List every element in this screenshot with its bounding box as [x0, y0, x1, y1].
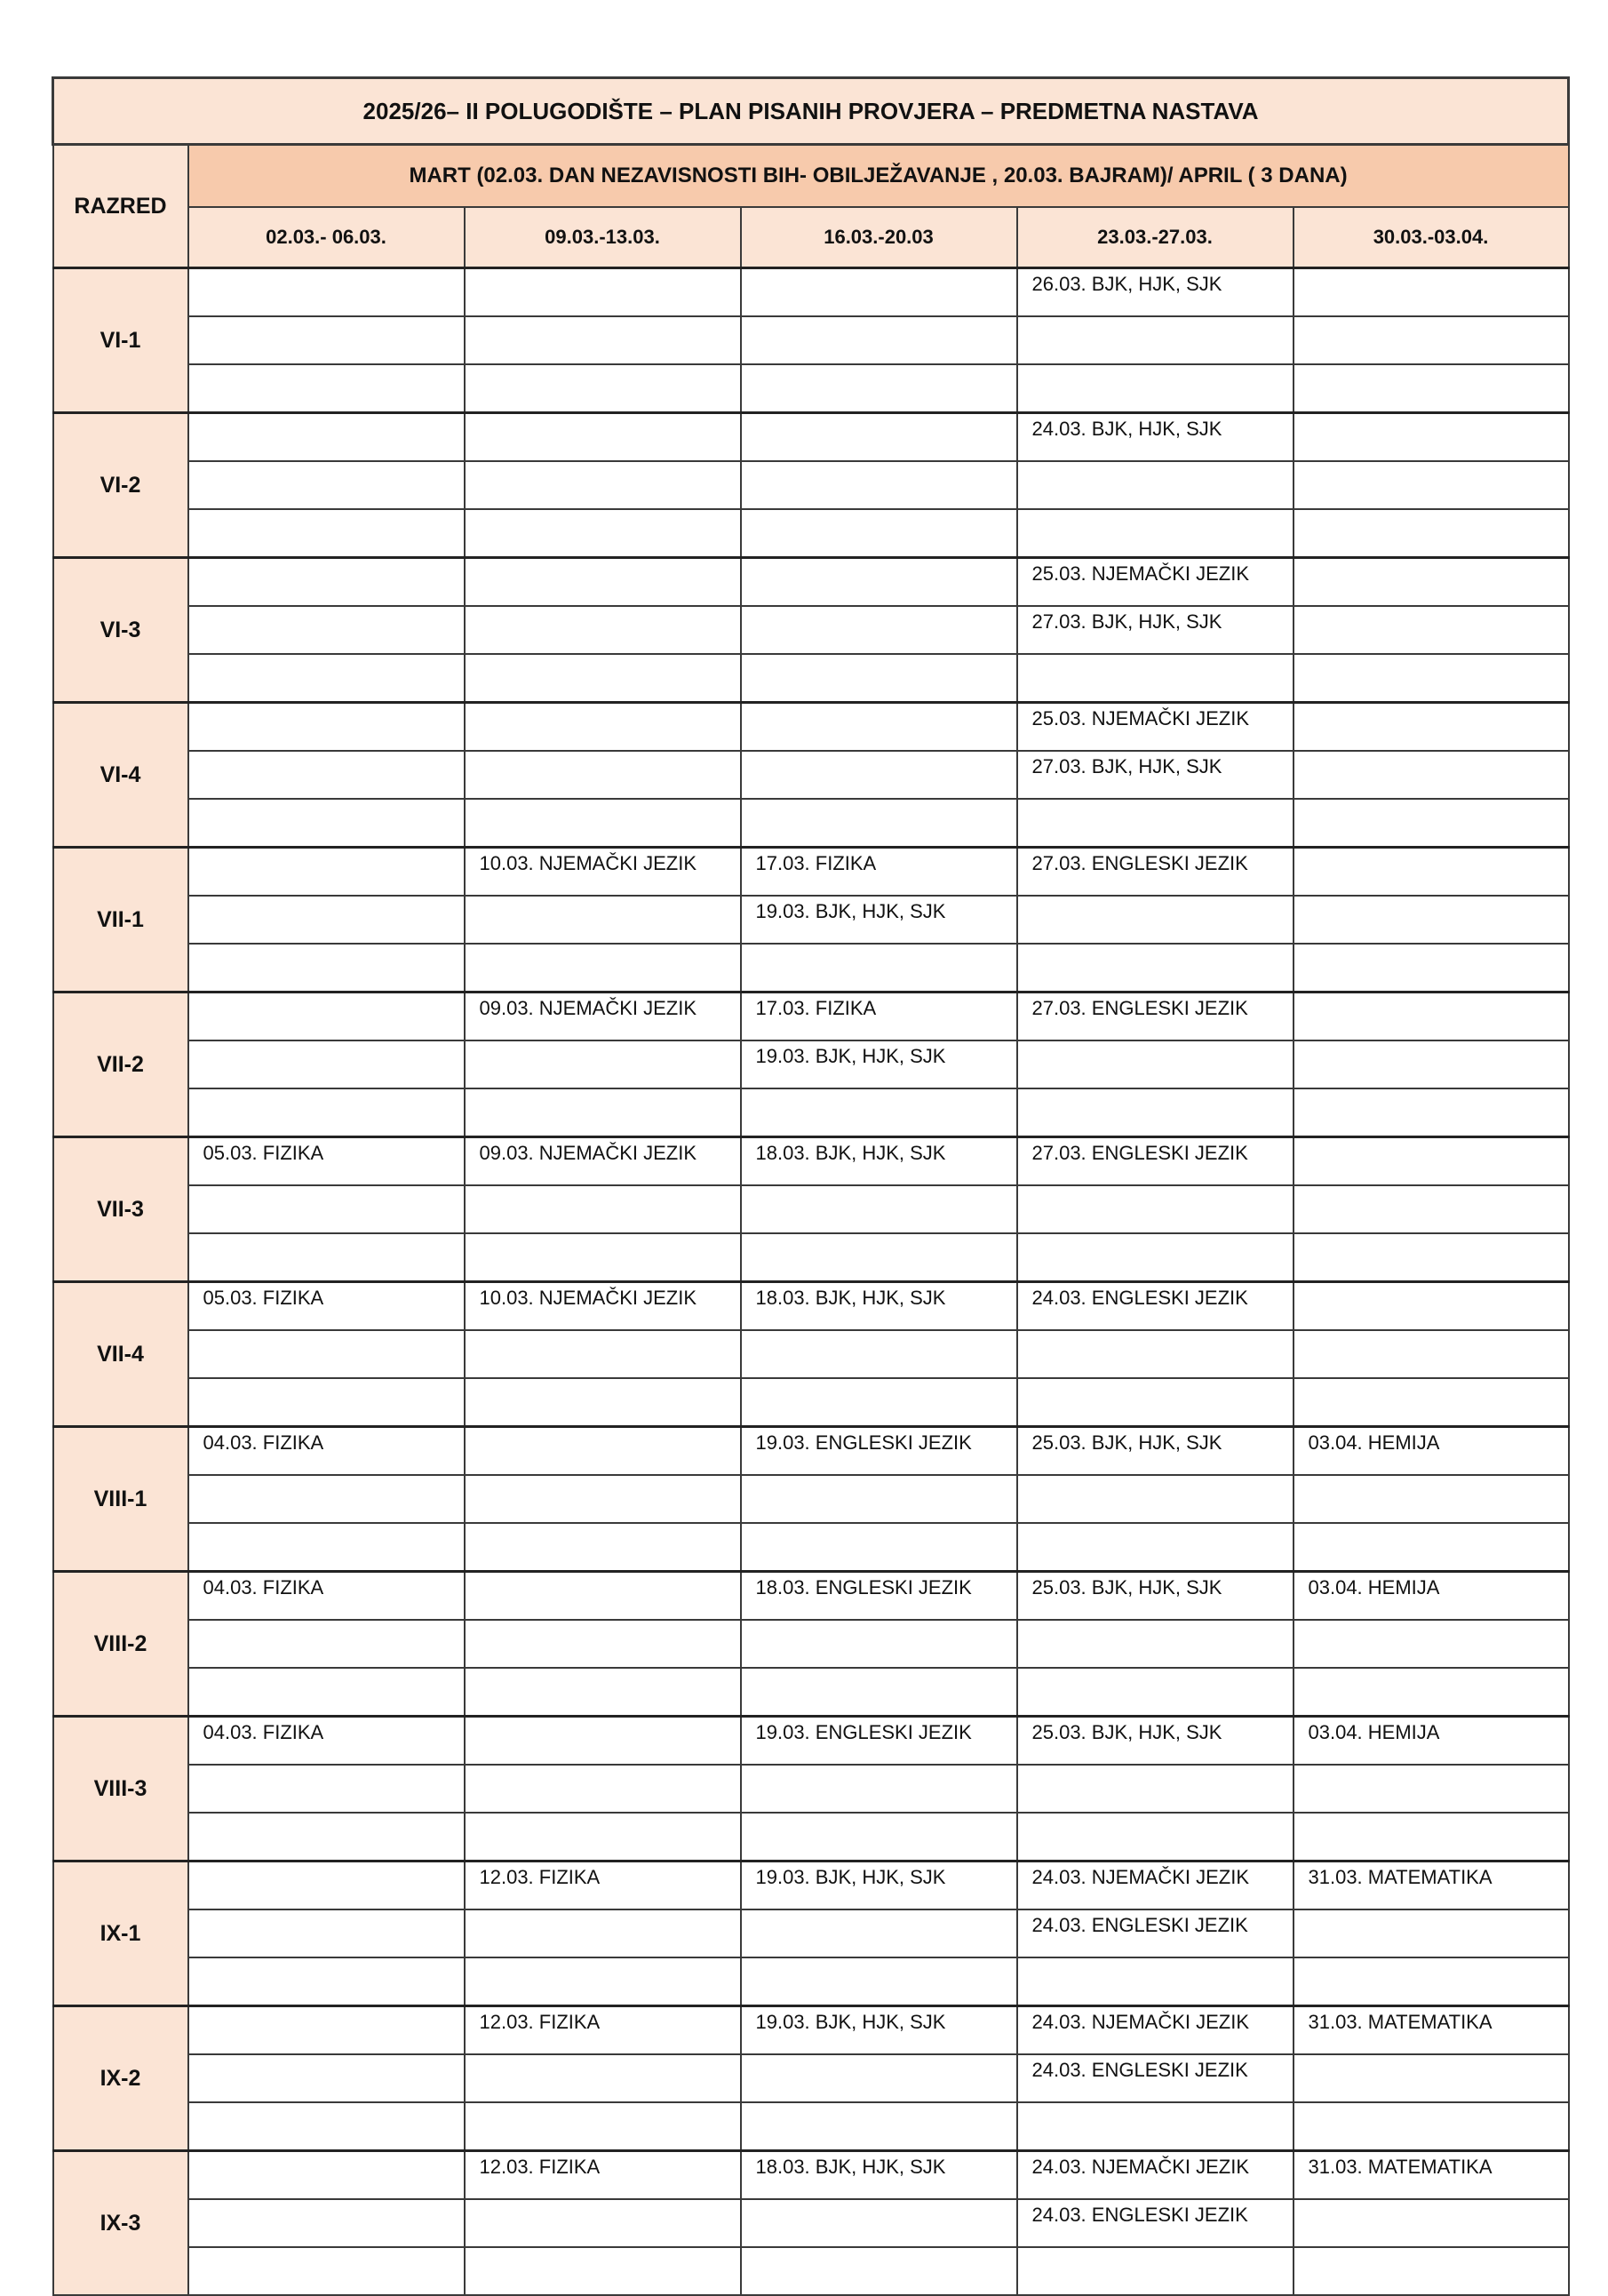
exam-entry-cell — [188, 2199, 465, 2247]
exam-entry-cell — [1294, 1282, 1569, 1331]
table-row — [53, 1765, 1569, 1813]
exam-entry-cell — [188, 316, 465, 364]
exam-entry-cell: 25.03. NJEMAČKI JEZIK — [1017, 558, 1294, 607]
exam-entry-cell — [741, 364, 1017, 413]
exam-entry-cell — [1294, 558, 1569, 607]
exam-entry-cell — [465, 2247, 741, 2295]
exam-entry-cell: 24.03. NJEMAČKI JEZIK — [1017, 1862, 1294, 1910]
exam-entry-cell — [188, 1330, 465, 1378]
exam-entry-cell — [1294, 606, 1569, 654]
exam-entry-cell — [741, 461, 1017, 509]
table-row — [53, 1137, 1569, 1186]
exam-entry-cell: 18.03. ENGLESKI JEZIK — [741, 1572, 1017, 1621]
exam-entry-cell — [188, 1813, 465, 1862]
class-label: IX-2 — [53, 2006, 188, 2151]
exam-entry-cell: 25.03. BJK, HJK, SJK — [1017, 1717, 1294, 1766]
class-label: VII-3 — [53, 1137, 188, 1282]
class-label: VI-1 — [53, 268, 188, 413]
exam-entry-cell — [1294, 1523, 1569, 1572]
table-row — [53, 2247, 1569, 2295]
exam-entry-cell — [741, 2102, 1017, 2151]
exam-entry-cell: 12.03. FIZIKA — [465, 1862, 741, 1910]
exam-entry-cell — [188, 268, 465, 317]
exam-entry-cell: 25.03. NJEMAČKI JEZIK — [1017, 703, 1294, 752]
exam-entry-cell: 24.03. ENGLESKI JEZIK — [1017, 2199, 1294, 2247]
exam-entry-cell — [188, 1620, 465, 1668]
table-row — [53, 2054, 1569, 2102]
exam-entry-cell — [741, 1330, 1017, 1378]
exam-entry-cell — [188, 413, 465, 462]
exam-entry-cell — [1017, 364, 1294, 413]
exam-entry-cell — [1294, 1330, 1569, 1378]
table-row — [53, 1813, 1569, 1862]
exam-entry-cell: 19.03. BJK, HJK, SJK — [741, 1862, 1017, 1910]
exam-entry-cell: 04.03. FIZIKA — [188, 1427, 465, 1476]
week-header-4: 23.03.-27.03. — [1017, 207, 1294, 268]
exam-entry-cell — [1294, 1620, 1569, 1668]
exam-entry-cell — [465, 944, 741, 993]
exam-entry-cell — [188, 1040, 465, 1088]
exam-entry-cell: 27.03. ENGLESKI JEZIK — [1017, 1137, 1294, 1186]
exam-entry-cell: 17.03. FIZIKA — [741, 848, 1017, 897]
exam-entry-cell — [465, 2054, 741, 2102]
exam-entry-cell — [1017, 1330, 1294, 1378]
exam-entry-cell — [1017, 1233, 1294, 1282]
exam-entry-cell — [1017, 1523, 1294, 1572]
exam-entry-cell — [1017, 654, 1294, 703]
exam-entry-cell — [188, 1909, 465, 1957]
class-label: VII-4 — [53, 1282, 188, 1427]
document-title: 2025/26– II POLUGODIŠTE – PLAN PISANIH PROVJERA – PREDMETNA NASTAVA — [53, 78, 1569, 145]
exam-entry-cell — [1017, 1475, 1294, 1523]
exam-entry-cell: 10.03. NJEMAČKI JEZIK — [465, 848, 741, 897]
exam-entry-cell: 18.03. BJK, HJK, SJK — [741, 2151, 1017, 2200]
exam-entry-cell — [465, 2102, 741, 2151]
week-header-row — [53, 207, 1569, 268]
exam-entry-cell — [188, 751, 465, 799]
exam-entry-cell: 05.03. FIZIKA — [188, 1282, 465, 1331]
exam-entry-cell — [741, 413, 1017, 462]
table-row — [53, 2199, 1569, 2247]
exam-entry-cell — [465, 2199, 741, 2247]
exam-entry-cell — [741, 1378, 1017, 1427]
exam-entry-cell — [465, 1088, 741, 1137]
exam-entry-cell — [188, 1957, 465, 2006]
razred-header: RAZRED — [53, 145, 188, 268]
exam-entry-cell — [741, 703, 1017, 752]
exam-entry-cell — [1294, 703, 1569, 752]
exam-entry-cell — [188, 1523, 465, 1572]
exam-entry-cell — [1294, 2247, 1569, 2295]
table-row — [53, 799, 1569, 848]
exam-entry-cell: 27.03. BJK, HJK, SJK — [1017, 751, 1294, 799]
table-row — [53, 1040, 1569, 1088]
exam-entry-cell: 24.03. ENGLESKI JEZIK — [1017, 1909, 1294, 1957]
class-label: VII-2 — [53, 993, 188, 1137]
exam-entry-cell — [1294, 1957, 1569, 2006]
exam-entry-cell — [465, 1330, 741, 1378]
class-label: VIII-3 — [53, 1717, 188, 1862]
table-row — [53, 1523, 1569, 1572]
exam-entry-cell — [741, 1088, 1017, 1137]
exam-entry-cell — [741, 1813, 1017, 1862]
table-row — [53, 2151, 1569, 2200]
exam-entry-cell — [1017, 1668, 1294, 1717]
exam-entry-cell — [188, 558, 465, 607]
exam-entry-cell — [1294, 268, 1569, 317]
table-row — [53, 2102, 1569, 2151]
exam-entry-cell — [1294, 2102, 1569, 2151]
exam-entry-cell — [1294, 1088, 1569, 1137]
exam-entry-cell — [741, 944, 1017, 993]
exam-entry-cell — [465, 1378, 741, 1427]
exam-entry-cell: 31.03. MATEMATIKA — [1294, 1862, 1569, 1910]
exam-entry-cell — [465, 1427, 741, 1476]
exam-entry-cell — [1294, 364, 1569, 413]
exam-entry-cell — [465, 1475, 741, 1523]
exam-entry-cell — [188, 1862, 465, 1910]
exam-entry-cell — [465, 703, 741, 752]
exam-entry-cell — [741, 2054, 1017, 2102]
exam-entry-cell — [1294, 2054, 1569, 2102]
exam-entry-cell: 24.03. NJEMAČKI JEZIK — [1017, 2151, 1294, 2200]
exam-entry-cell: 26.03. BJK, HJK, SJK — [1017, 268, 1294, 317]
exam-entry-cell: 24.03. ENGLESKI JEZIK — [1017, 2054, 1294, 2102]
exam-entry-cell: 04.03. FIZIKA — [188, 1717, 465, 1766]
exam-entry-cell: 19.03. BJK, HJK, SJK — [741, 2006, 1017, 2055]
exam-entry-cell — [1017, 1813, 1294, 1862]
exam-entry-cell — [741, 558, 1017, 607]
exam-entry-cell — [188, 1475, 465, 1523]
week-header-3: 16.03.-20.03 — [741, 207, 1017, 268]
class-label: IX-3 — [53, 2151, 188, 2296]
exam-entry-cell — [465, 1040, 741, 1088]
exam-entry-cell — [1017, 1620, 1294, 1668]
exam-entry-cell — [465, 1523, 741, 1572]
exam-entry-cell — [1294, 1668, 1569, 1717]
exam-entry-cell — [188, 509, 465, 558]
exam-entry-cell: 27.03. BJK, HJK, SJK — [1017, 606, 1294, 654]
exam-entry-cell — [465, 1185, 741, 1233]
exam-entry-cell — [1294, 1233, 1569, 1282]
exam-schedule-table — [52, 76, 1570, 2296]
month-header: MART (02.03. DAN NEZAVISNOSTI BIH- OBILJEŽAVANJE , 20.03. BAJRAM)/ APRIL ( 3 DANA) — [188, 145, 1569, 208]
class-label: IX-1 — [53, 1862, 188, 2006]
exam-entry-cell: 18.03. BJK, HJK, SJK — [741, 1282, 1017, 1331]
exam-entry-cell — [188, 993, 465, 1041]
exam-entry-cell: 10.03. NJEMAČKI JEZIK — [465, 1282, 741, 1331]
exam-entry-cell — [188, 2151, 465, 2200]
exam-entry-cell: 09.03. NJEMAČKI JEZIK — [465, 993, 741, 1041]
exam-entry-cell — [465, 1572, 741, 1621]
exam-entry-cell — [465, 1957, 741, 2006]
exam-entry-cell — [188, 654, 465, 703]
exam-entry-cell — [1294, 1185, 1569, 1233]
exam-entry-cell — [1294, 993, 1569, 1041]
exam-entry-cell — [741, 1185, 1017, 1233]
exam-entry-cell: 03.04. HEMIJA — [1294, 1717, 1569, 1766]
exam-entry-cell — [188, 461, 465, 509]
table-row — [53, 896, 1569, 944]
exam-entry-cell — [188, 703, 465, 752]
class-label: VI-3 — [53, 558, 188, 703]
exam-entry-cell — [465, 1668, 741, 1717]
exam-entry-cell — [465, 1717, 741, 1766]
table-row — [53, 461, 1569, 509]
exam-entry-cell — [741, 1523, 1017, 1572]
table-row — [53, 316, 1569, 364]
exam-entry-cell — [1017, 1088, 1294, 1137]
exam-entry-cell — [1294, 461, 1569, 509]
week-header-2: 09.03.-13.03. — [465, 207, 741, 268]
exam-entry-cell — [188, 364, 465, 413]
exam-entry-cell — [465, 1765, 741, 1813]
exam-entry-cell: 04.03. FIZIKA — [188, 1572, 465, 1621]
exam-entry-cell — [465, 1620, 741, 1668]
exam-entry-cell: 19.03. BJK, HJK, SJK — [741, 1040, 1017, 1088]
exam-entry-cell — [1017, 944, 1294, 993]
exam-entry-cell: 12.03. FIZIKA — [465, 2151, 741, 2200]
table-row — [53, 1957, 1569, 2006]
table-row — [53, 1378, 1569, 1427]
table-row — [53, 1282, 1569, 1331]
exam-entry-cell — [465, 364, 741, 413]
exam-entry-cell — [188, 2006, 465, 2055]
exam-entry-cell: 05.03. FIZIKA — [188, 1137, 465, 1186]
exam-entry-cell: 31.03. MATEMATIKA — [1294, 2151, 1569, 2200]
exam-entry-cell — [1017, 1957, 1294, 2006]
table-row — [53, 1668, 1569, 1717]
exam-entry-cell — [1017, 2247, 1294, 2295]
exam-entry-cell: 27.03. ENGLESKI JEZIK — [1017, 848, 1294, 897]
exam-entry-cell — [741, 606, 1017, 654]
week-header-1: 02.03.- 06.03. — [188, 207, 465, 268]
class-label: VI-4 — [53, 703, 188, 848]
exam-entry-cell: 24.03. BJK, HJK, SJK — [1017, 413, 1294, 462]
exam-entry-cell: 19.03. ENGLESKI JEZIK — [741, 1427, 1017, 1476]
exam-entry-cell — [465, 461, 741, 509]
table-row — [53, 558, 1569, 607]
exam-entry-cell — [741, 268, 1017, 317]
exam-entry-cell: 24.03. ENGLESKI JEZIK — [1017, 1282, 1294, 1331]
exam-entry-cell — [741, 751, 1017, 799]
exam-entry-cell — [741, 1620, 1017, 1668]
exam-entry-cell — [741, 799, 1017, 848]
exam-entry-cell — [1294, 1813, 1569, 1862]
exam-entry-cell — [465, 654, 741, 703]
exam-entry-cell — [741, 1909, 1017, 1957]
exam-entry-cell — [1294, 509, 1569, 558]
table-row — [53, 1427, 1569, 1476]
exam-entry-cell — [1294, 848, 1569, 897]
exam-entry-cell — [1017, 1765, 1294, 1813]
table-row — [53, 1233, 1569, 1282]
table-row — [53, 1717, 1569, 1766]
table-row — [53, 654, 1569, 703]
exam-entry-cell: 27.03. ENGLESKI JEZIK — [1017, 993, 1294, 1041]
exam-entry-cell — [741, 316, 1017, 364]
table-row — [53, 944, 1569, 993]
exam-entry-cell — [1294, 2199, 1569, 2247]
exam-entry-cell — [741, 654, 1017, 703]
exam-entry-cell — [188, 1088, 465, 1137]
exam-entry-cell: 09.03. NJEMAČKI JEZIK — [465, 1137, 741, 1186]
exam-entry-cell — [1294, 896, 1569, 944]
exam-entry-cell: 17.03. FIZIKA — [741, 993, 1017, 1041]
table-row — [53, 1862, 1569, 1910]
class-label: VII-1 — [53, 848, 188, 993]
exam-entry-cell — [1294, 316, 1569, 364]
exam-entry-cell — [188, 799, 465, 848]
table-row — [53, 268, 1569, 317]
exam-entry-cell — [1294, 1378, 1569, 1427]
exam-entry-cell — [1017, 1378, 1294, 1427]
table-row — [53, 993, 1569, 1041]
schedule-body — [53, 268, 1569, 2296]
exam-entry-cell — [1017, 509, 1294, 558]
exam-entry-cell: 19.03. ENGLESKI JEZIK — [741, 1717, 1017, 1766]
table-row — [53, 364, 1569, 413]
exam-entry-cell — [188, 2247, 465, 2295]
exam-entry-cell — [1017, 2102, 1294, 2151]
table-row — [53, 606, 1569, 654]
exam-entry-cell — [465, 751, 741, 799]
class-label: VIII-2 — [53, 1572, 188, 1717]
table-row — [53, 2006, 1569, 2055]
class-label: VIII-1 — [53, 1427, 188, 1572]
exam-entry-cell — [1294, 413, 1569, 462]
exam-entry-cell — [1294, 1909, 1569, 1957]
table-row — [53, 509, 1569, 558]
table-row — [53, 703, 1569, 752]
table-row — [53, 751, 1569, 799]
exam-entry-cell — [188, 2102, 465, 2151]
exam-entry-cell — [1294, 1765, 1569, 1813]
exam-entry-cell — [741, 2247, 1017, 2295]
exam-entry-cell — [465, 1909, 741, 1957]
exam-entry-cell — [188, 1233, 465, 1282]
table-row — [53, 848, 1569, 897]
exam-entry-cell — [1294, 944, 1569, 993]
exam-entry-cell — [1017, 1040, 1294, 1088]
exam-entry-cell — [465, 606, 741, 654]
exam-entry-cell — [1017, 896, 1294, 944]
exam-entry-cell — [188, 1185, 465, 1233]
exam-entry-cell — [1294, 751, 1569, 799]
class-label: VI-2 — [53, 413, 188, 558]
table-row — [53, 1620, 1569, 1668]
exam-entry-cell: 25.03. BJK, HJK, SJK — [1017, 1572, 1294, 1621]
exam-entry-cell — [1294, 799, 1569, 848]
exam-entry-cell — [741, 1475, 1017, 1523]
exam-entry-cell — [465, 1813, 741, 1862]
table-row — [53, 1475, 1569, 1523]
exam-entry-cell — [188, 848, 465, 897]
table-row — [53, 1330, 1569, 1378]
exam-entry-cell — [1017, 461, 1294, 509]
table-row — [53, 1909, 1569, 1957]
exam-entry-cell — [465, 413, 741, 462]
exam-entry-cell — [1294, 1137, 1569, 1186]
exam-entry-cell: 25.03. BJK, HJK, SJK — [1017, 1427, 1294, 1476]
exam-entry-cell — [465, 316, 741, 364]
exam-entry-cell — [1017, 799, 1294, 848]
exam-entry-cell — [188, 896, 465, 944]
exam-entry-cell: 19.03. BJK, HJK, SJK — [741, 896, 1017, 944]
exam-entry-cell — [465, 1233, 741, 1282]
table-row — [53, 1572, 1569, 1621]
exam-entry-cell — [188, 1378, 465, 1427]
table-row — [53, 413, 1569, 462]
exam-entry-cell — [465, 799, 741, 848]
exam-entry-cell — [465, 896, 741, 944]
exam-entry-cell — [465, 558, 741, 607]
exam-entry-cell — [465, 268, 741, 317]
exam-entry-cell — [741, 509, 1017, 558]
table-row — [53, 1185, 1569, 1233]
exam-entry-cell — [741, 2199, 1017, 2247]
exam-entry-cell: 03.04. HEMIJA — [1294, 1572, 1569, 1621]
exam-entry-cell: 24.03. NJEMAČKI JEZIK — [1017, 2006, 1294, 2055]
exam-entry-cell — [1017, 1185, 1294, 1233]
exam-entry-cell — [741, 1668, 1017, 1717]
week-header-5: 30.03.-03.04. — [1294, 207, 1569, 268]
exam-entry-cell — [741, 1957, 1017, 2006]
exam-entry-cell — [188, 606, 465, 654]
exam-entry-cell: 12.03. FIZIKA — [465, 2006, 741, 2055]
exam-entry-cell — [1294, 1040, 1569, 1088]
exam-entry-cell: 31.03. MATEMATIKA — [1294, 2006, 1569, 2055]
exam-entry-cell: 03.04. HEMIJA — [1294, 1427, 1569, 1476]
exam-entry-cell — [741, 1233, 1017, 1282]
exam-entry-cell — [188, 1668, 465, 1717]
exam-entry-cell — [1017, 316, 1294, 364]
exam-entry-cell — [465, 509, 741, 558]
exam-entry-cell — [188, 2054, 465, 2102]
exam-entry-cell — [741, 1765, 1017, 1813]
exam-entry-cell — [1294, 1475, 1569, 1523]
table-row — [53, 1088, 1569, 1137]
exam-entry-cell — [1294, 654, 1569, 703]
exam-entry-cell — [188, 1765, 465, 1813]
exam-entry-cell — [188, 944, 465, 993]
exam-entry-cell: 18.03. BJK, HJK, SJK — [741, 1137, 1017, 1186]
